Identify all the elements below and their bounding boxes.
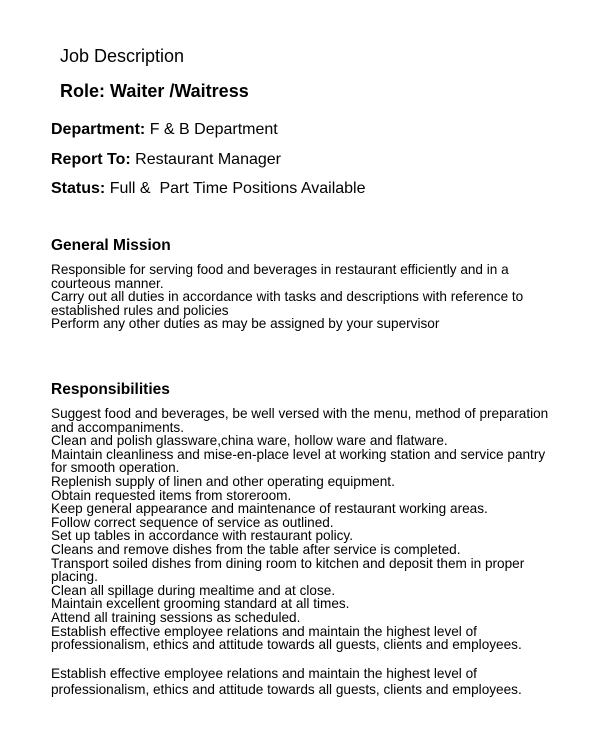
report-to-label: Report To: xyxy=(51,151,131,168)
department-field xyxy=(51,121,278,139)
responsibility-line: Suggest food and beverages, be well versed with the menu, method of preparation xyxy=(51,406,549,421)
general-mission-heading: General Mission xyxy=(51,237,171,254)
responsibilities-text xyxy=(51,407,571,652)
mission-line: Perform any other duties as may be assigned by your supervisor xyxy=(51,316,440,332)
document-title: Job Description xyxy=(60,46,185,66)
responsibility-line: and accompaniments. xyxy=(51,419,184,435)
responsibility-line: Follow correct sequence of service as outlined. xyxy=(51,514,334,530)
status-value: Full & Part Time Positions Available xyxy=(109,180,366,197)
responsibility-line: professionalism, ethics and attitude towards all guests, clients and employees. xyxy=(51,637,522,653)
responsibility-line: Maintain cleanliness and mise-en-place level at working station and service pantry xyxy=(51,446,546,462)
role-heading: Role: Waiter /Waitress xyxy=(60,81,249,101)
mission-line: courteous manner. xyxy=(51,275,164,291)
responsibility-line: Clean all spillage during mealtime and at close. xyxy=(51,582,336,598)
report-to-field xyxy=(51,151,281,169)
responsibility-line: Set up tables in accordance with restaurant policy. xyxy=(51,528,353,544)
mission-line: Carry out all duties in accordance with tasks and descriptions with reference to xyxy=(51,289,524,305)
department-label: Department: xyxy=(51,121,146,138)
status-field xyxy=(51,180,366,198)
responsibility-line: for smooth operation. xyxy=(51,460,180,476)
responsibility-line: Establish effective employee relations and maintain the highest level of xyxy=(51,623,477,639)
responsibility-line: Attend all training sessions as scheduled. xyxy=(51,609,301,625)
responsibilities-heading: Responsibilities xyxy=(51,381,170,398)
final-responsibility-text xyxy=(51,666,571,697)
mission-line: established rules and policies xyxy=(51,302,229,318)
report-to-value: Restaurant Manager xyxy=(135,151,281,168)
responsibility-line: Clean and polish glassware,china ware, hollow ware and flatware. xyxy=(51,433,448,449)
department-value: F & B Department xyxy=(149,121,278,138)
responsibility-line: Obtain requested items from storeroom. xyxy=(51,487,292,503)
final-line: professionalism, ethics and attitude towards all guests, clients and employees. xyxy=(51,681,522,697)
responsibility-line: Replenish supply of linen and other operating equipment. xyxy=(51,473,395,489)
general-mission-text xyxy=(51,263,571,331)
responsibility-line: Keep general appearance and maintenance of restaurant working areas. xyxy=(51,501,488,517)
status-label: Status: xyxy=(51,180,106,197)
responsibility-line: Transport soiled dishes from dining room to kitchen and deposit them in proper xyxy=(51,555,525,571)
mission-line: Responsible for serving food and beverages in restaurant efficiently and in a xyxy=(51,262,509,277)
responsibility-line: placing. xyxy=(51,569,98,585)
final-line: Establish effective employee relations and maintain the highest level of xyxy=(51,666,477,681)
responsibility-line: Cleans and remove dishes from the table after service is completed. xyxy=(51,541,461,557)
responsibility-line: Maintain excellent grooming standard at all times. xyxy=(51,596,350,612)
